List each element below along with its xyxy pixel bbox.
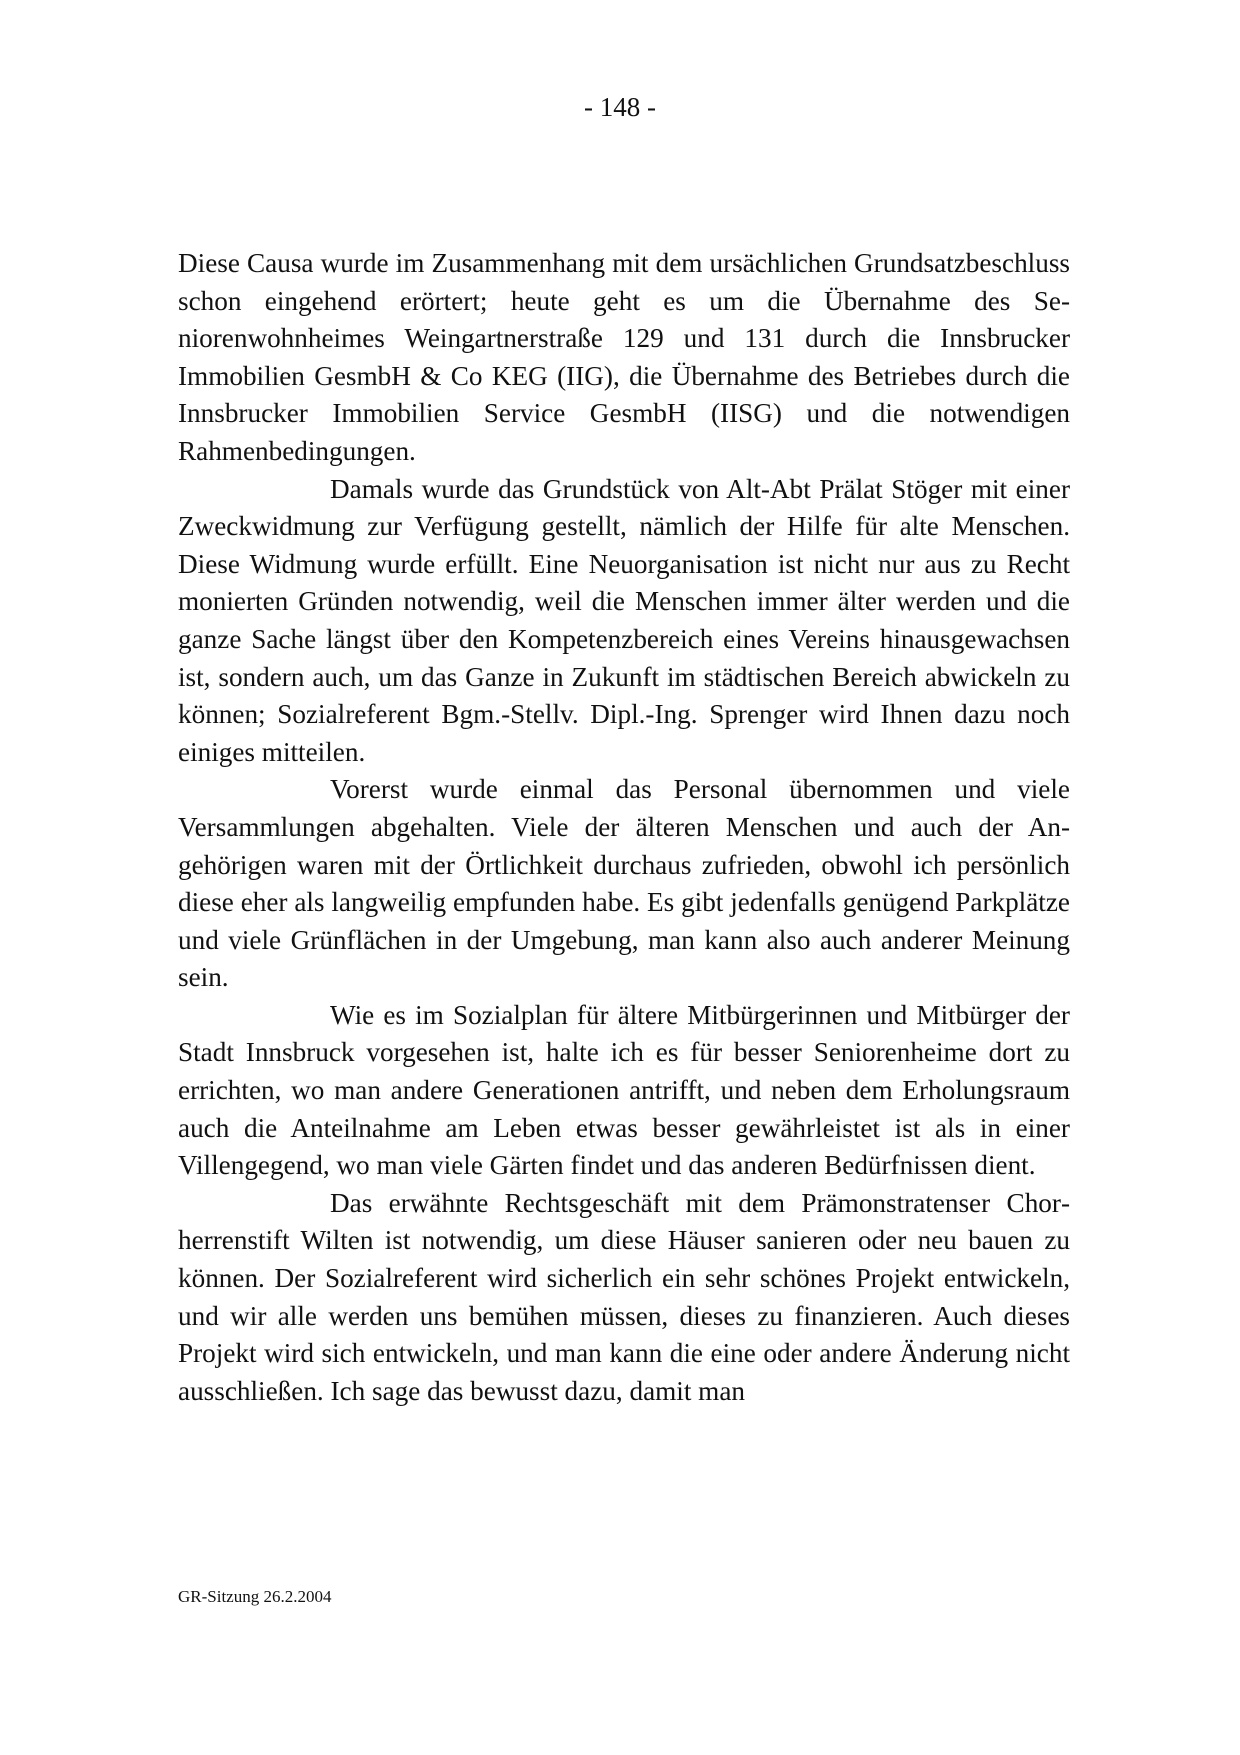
footer-session-date: GR-Sitzung 26.2.2004 — [178, 1587, 332, 1606]
paragraph-3: Vorerst wurde einmal das Personal übernommen und viele Versammlungen abgehalten. Viele der älteren Menschen und auch der Angehörigen waren mit der Örtlichkeit durchaus zufrieden, obwohl ich persönlich diese eher als langweilig empfunden habe. Es gibt jedenfalls genügend Parkplätze und viele Grünflächen in der Umgebung, man kann also auch anderer Meinung sein. — [178, 774, 1070, 993]
page-number: - 148 - — [584, 92, 656, 122]
document-body — [178, 245, 1070, 1410]
paragraph-4: Wie es im Sozialplan für ältere Mitbürgerinnen und Mitbürger der Stadt Innsbruck vorgesehen ist, halte ich es für besser Seniorenheime dort zu errichten, wo man andere Generationen antrifft, und neben dem Erholungsraum auch die Anteilnahme am Leben etwas besser gewährleistet ist als in einer Villengegend, wo man viele Gärten findet und das anderen Bedürfnissen dient. — [178, 999, 1070, 1181]
paragraph-1: Diese Causa wurde im Zusammenhang mit dem ursächlichen Grundsatzbeschluss schon eingehend erörtert; heute geht es um die Übernahme des Seniorenwohnheimes Weingartnerstraße 129 und 131 durch die Innsbrucker Immobilien GesmbH & Co KEG (IIG), die Übernahme des Betriebes durch die Innsbrucker Immobilien Service GesmbH (IISG) und die notwendigen Rahmenbedingungen. — [178, 248, 1070, 466]
paragraph-2: Damals wurde das Grundstück von Alt-Abt Prälat Stöger mit einer Zweckwidmung zur Verfügung gestellt, nämlich der Hilfe für alte Menschen. Diese Widmung wurde erfüllt. Eine Neuorganisation ist nicht nur aus zu Recht monierten Gründen notwendig, weil die Menschen immer älter werden und die ganze Sache längst über den Kompetenzbereich eines Vereins hinausgewachsen ist, sondern auch, um das Ganze in Zukunft im städtischen Bereich abwickeln zu können; Sozialreferent Bgm.-Stellv. Dipl.-Ing. Sprenger wird Ihnen dazu noch einiges mitteilen. — [178, 473, 1070, 767]
paragraph-5: Das erwähnte Rechtsgeschäft mit dem Prämonstratenser Chorherrenstift Wilten ist notwendig, um diese Häuser sanieren oder neu bauen zu können. Der Sozialreferent wird sicherlich ein sehr schönes Projekt entwickeln, und wir alle werden uns bemühen müssen, dieses zu finanzieren. Auch dieses Projekt wird sich entwickeln, und man kann die eine oder andere Änderung nicht ausschließen. Ich sage das bewusst dazu, damit man — [178, 1187, 1070, 1406]
